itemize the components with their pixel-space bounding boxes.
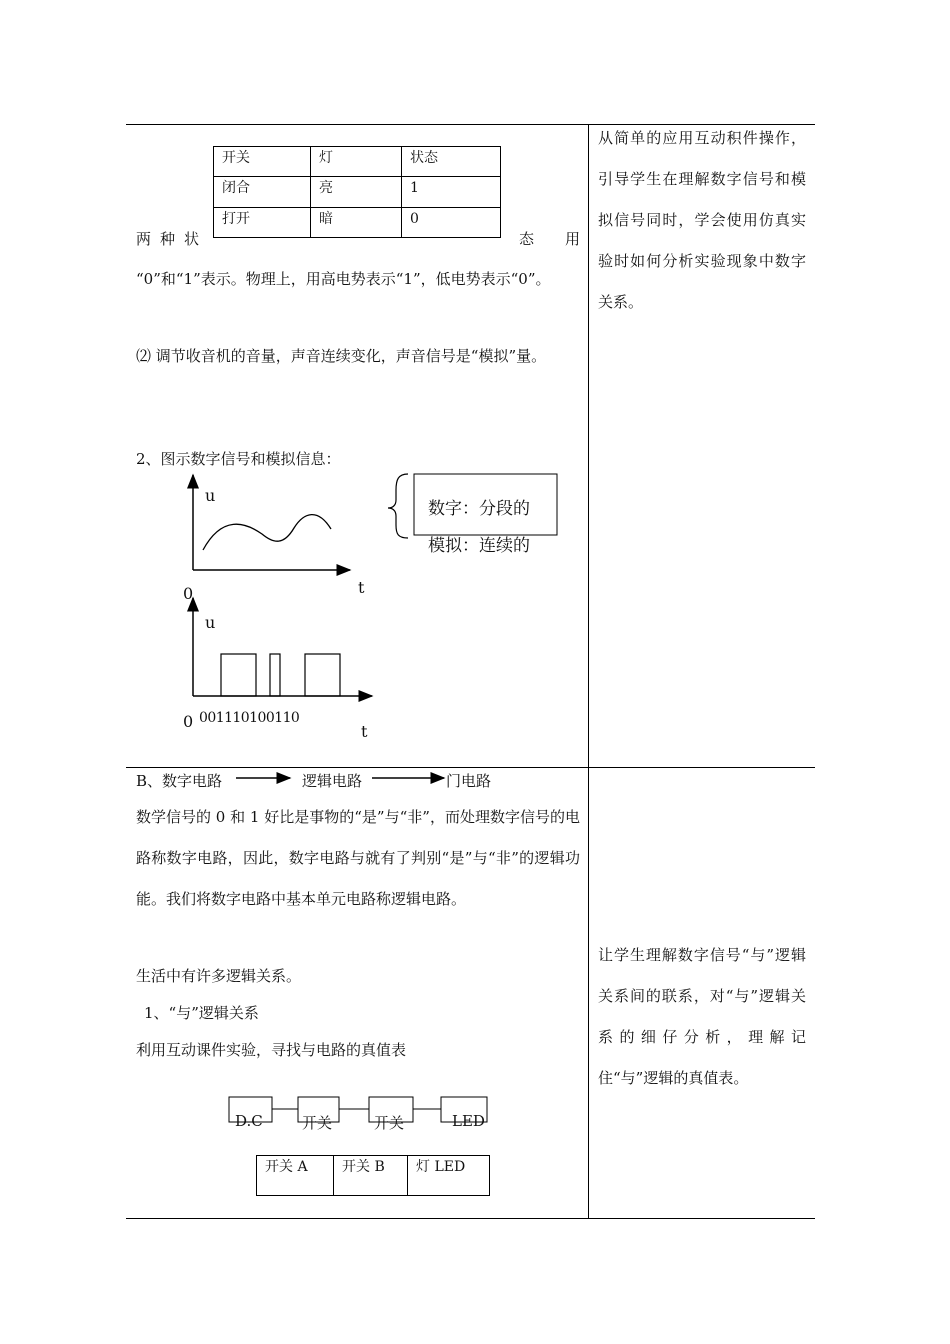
row2-teaching-note: 让学生理解数字信号“与”逻辑关系间的联系，对“与”逻辑关系的细仔分析，理解记住“与”逻辑的真值表。	[598, 946, 806, 1087]
state-table-cell: 闭合	[214, 177, 311, 208]
state-table-cell: 暗	[311, 208, 402, 238]
digital-pulse	[305, 654, 340, 696]
legend-digital: 数字：分段的	[428, 499, 530, 519]
analog-x-label: t	[358, 578, 365, 597]
binary-representation-paragraph: “0”和“1”表示。物理上，用高电势表示“1”，低电势表示“0”。	[136, 270, 551, 288]
line1-right-text-a: 态	[519, 230, 535, 248]
truth-table-header: 开关 A	[257, 1156, 334, 1196]
state-table-cell: 亮	[311, 177, 402, 208]
digital-origin-label: 0	[183, 712, 194, 731]
digital-pulse	[270, 654, 280, 696]
digital-bit-sequence: 0 0 1 1 1 0 1 0 0 1 1 0	[199, 710, 299, 726]
item-2-heading: 2、图示数字信号和模拟信息：	[136, 450, 341, 468]
state-table-header: 开关	[214, 147, 311, 177]
row1-teaching-note: 从简单的应用互动积件操作，引导学生在理解数字信号和模拟信号同时，学会使用仿真实验时如何分析实验现象中数字关系。	[598, 129, 806, 311]
chain-logic-circuit: 逻辑电路	[302, 772, 363, 790]
and-logic-heading: 1、“与”逻辑关系	[144, 1004, 259, 1022]
circuit-label-switch-1: 开关	[302, 1114, 333, 1132]
analog-y-label: u	[205, 486, 216, 505]
chain-digital-circuit: B、数字电路	[136, 772, 223, 790]
circuit-label-switch-2: 开关	[374, 1114, 405, 1132]
circuit-label-dc: D.C	[235, 1112, 263, 1130]
state-table-cell: 0	[402, 208, 501, 238]
logic-relations-text: 生活中有许多逻辑关系。	[136, 967, 302, 985]
state-table-cell: 1	[402, 177, 501, 208]
digital-pulse	[221, 654, 256, 696]
analog-origin-label: 0	[183, 584, 194, 603]
circuit-label-led: LED	[452, 1112, 485, 1130]
digital-circuit-paragraph: 数学信号的 0 和 1 好比是事物的“是”与“非”，而处理数字信号的电路称数字电路，因此，数字电路与就有了判别“是”与“非”的逻辑功能。我们将数字电路中基本单元电路称逻辑电路。	[136, 808, 580, 908]
line1-right-text-b: 用	[565, 230, 581, 248]
digital-y-label: u	[205, 613, 216, 632]
legend-analog: 模拟：连续的	[428, 536, 530, 556]
truth-table	[256, 1155, 490, 1196]
legend-brace	[388, 474, 408, 538]
state-table-header: 灯	[311, 147, 402, 177]
experiment-instruction: 利用互动课件实验，寻找与电路的真值表	[136, 1041, 407, 1059]
radio-analog-paragraph: ⑵ 调节收音机的音量，声音连续变化，声音信号是“模拟”量。	[136, 347, 547, 365]
truth-table-header: 灯 LED	[408, 1156, 490, 1196]
line1-left-text: 两种状	[136, 230, 209, 248]
state-table-cell: 打开	[214, 208, 311, 238]
chain-gate-circuit: 门电路	[446, 772, 492, 790]
truth-table-header: 开关 B	[334, 1156, 408, 1196]
state-table-header: 状态	[402, 147, 501, 177]
analog-curve	[203, 515, 331, 550]
digital-x-label: t	[361, 722, 368, 741]
